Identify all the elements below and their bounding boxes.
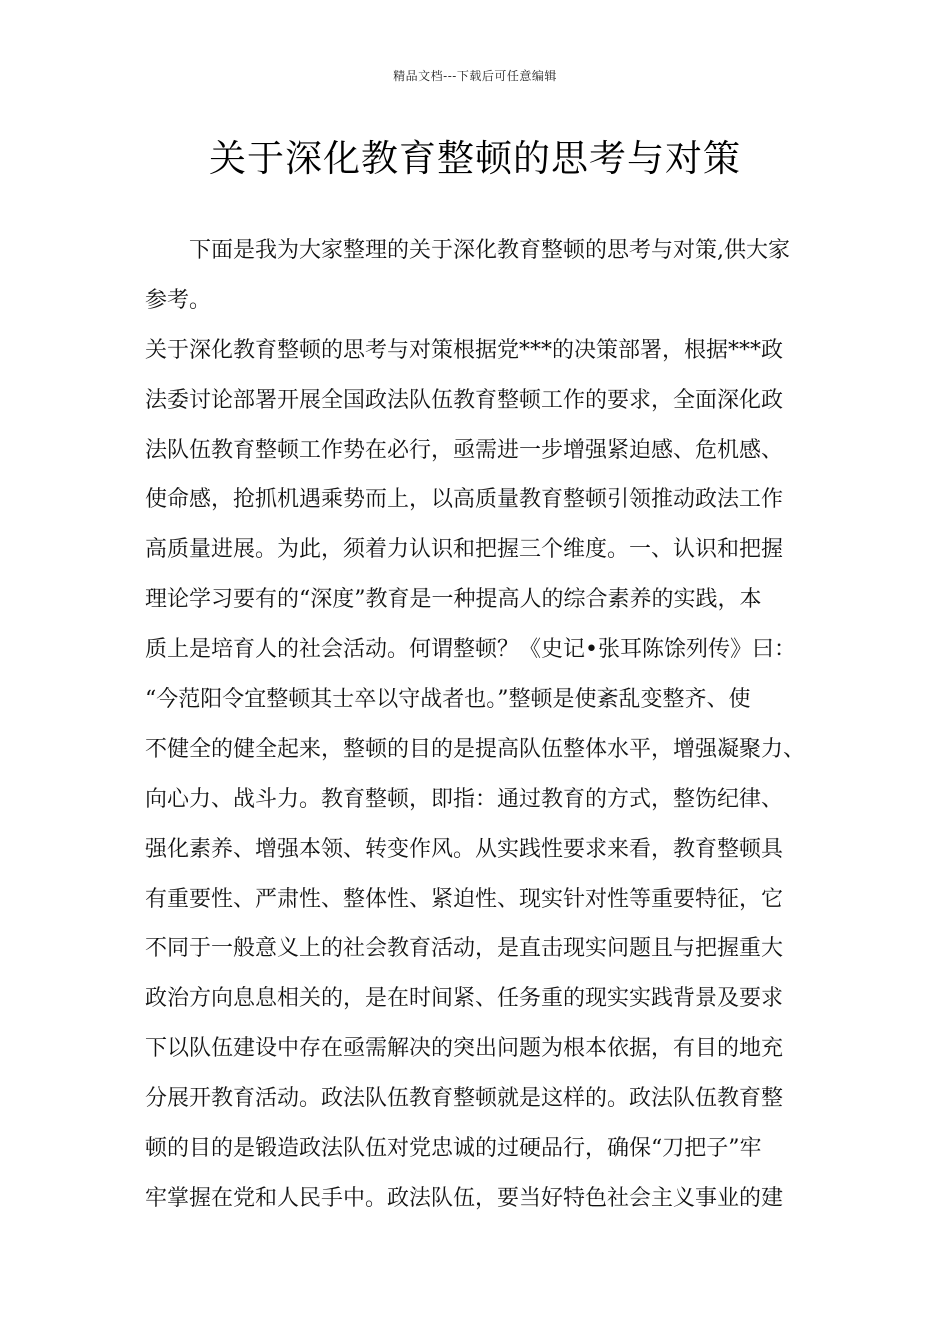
body-line: 不同于一般意义上的社会教育活动，是直击现实问题且与把握重大 <box>145 936 784 962</box>
body-line: 参考。 <box>145 287 212 313</box>
document-body <box>145 235 825 1233</box>
body-line: 不健全的健全起来，整顿的目的是提高队伍整体水平，增强凝聚力、 <box>145 736 806 762</box>
body-line: 向心力、战斗力。教育整顿，即指：通过教育的方式，整饬纪律、 <box>145 786 784 812</box>
body-line: 分展开教育活动。政法队伍教育整顿就是这样的。政法队伍教育整 <box>145 1086 784 1112</box>
body-line: 质上是培育人的社会活动。何谓整顿？《史记•张耳陈馀列传》曰： <box>145 637 796 663</box>
header-note: 精品文档---下载后可任意编辑 <box>393 69 557 83</box>
body-line: 法委讨论部署开展全国政法队伍教育整顿工作的要求，全面深化政 <box>145 387 784 413</box>
body-line: 政治方向息息相关的，是在时间紧、任务重的现实实践背景及要求 <box>145 986 784 1012</box>
document-title: 关于深化教育整顿的思考与对策 <box>209 137 741 180</box>
body-line: 顿的目的是锻造政法队伍对党忠诚的过硬品行，确保“刀把子”牢 <box>145 1136 762 1162</box>
body-line: 法队伍教育整顿工作势在必行，亟需进一步增强紧迫感、危机感、 <box>145 437 784 463</box>
body-line: 理论学习要有的“深度”教育是一种提高人的综合素养的实践，本 <box>145 587 762 613</box>
body-line: “今范阳令宜整顿其士卒以守战者也。”整顿是使紊乱变整齐、使 <box>145 687 751 713</box>
body-line: 使命感，抢抓机遇乘势而上，以高质量教育整顿引领推动政法工作 <box>145 487 784 513</box>
body-line: 下面是我为大家整理的关于深化教育整顿的思考与对策,供大家 <box>189 238 790 263</box>
body-line: 高质量进展。为此，须着力认识和把握三个维度。一、认识和把握 <box>145 537 784 563</box>
body-line: 强化素养、增强本领、转变作风。从实践性要求来看，教育整顿具 <box>145 836 784 862</box>
body-line: 下以队伍建设中存在亟需解决的突出问题为根本依据，有目的地充 <box>145 1036 784 1062</box>
body-line: 牢掌握在党和人民手中。政法队伍，要当好特色社会主义事业的建 <box>145 1185 784 1211</box>
body-line: 有重要性、严肃性、整体性、紧迫性、现实针对性等重要特征，它 <box>145 886 784 912</box>
body-line: 关于深化教育整顿的思考与对策根据党***的决策部署，根据***政 <box>145 337 784 363</box>
